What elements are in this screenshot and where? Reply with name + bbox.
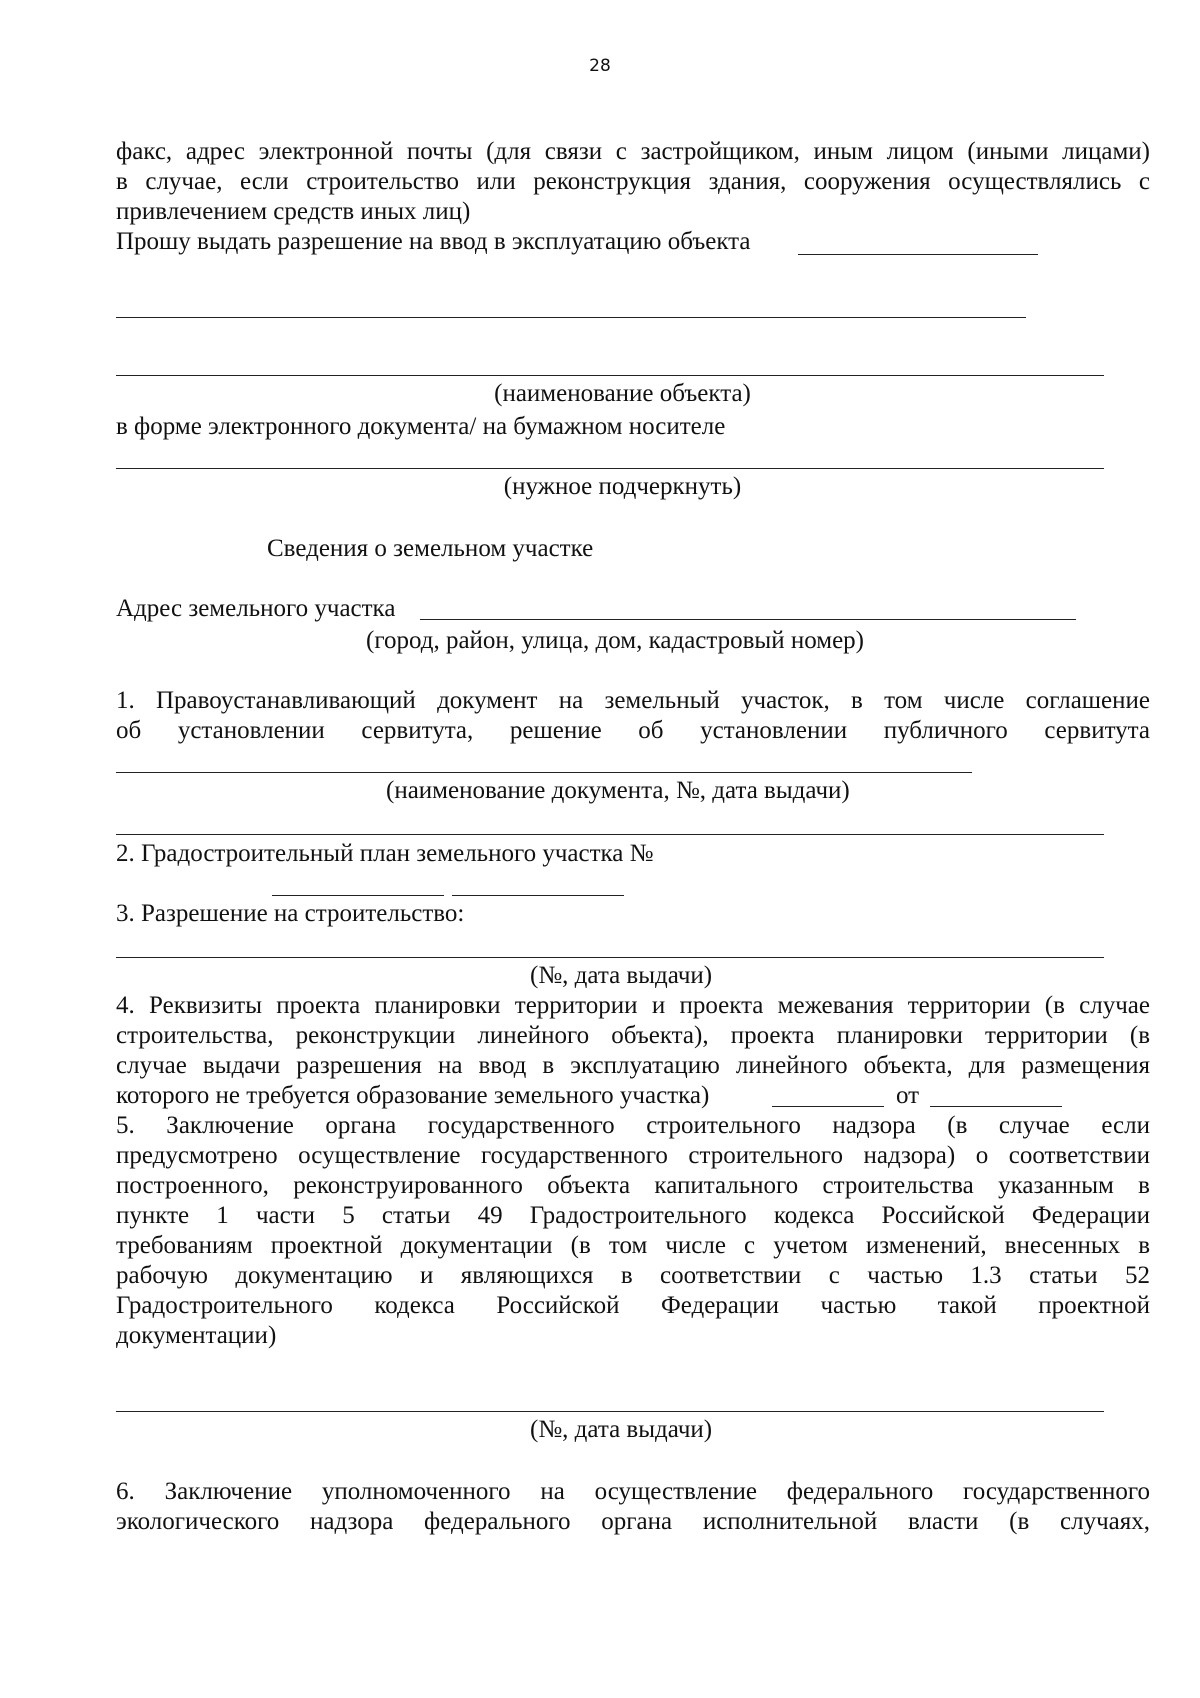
object-caption: (наименование объекта) [494, 380, 751, 407]
form-choice-line: в форме электронного документа/ на бумажном носителе [116, 413, 726, 440]
request-line: Прошу выдать разрешение на ввод в эксплуатацию объекта [116, 228, 751, 255]
item-5-line-7: Градостроительного кодекса Российской Федерации частью такой проектной [116, 1292, 1150, 1319]
item-5-line-1: 5. Заключение органа государственного строительного надзора (в случае если [116, 1112, 1150, 1139]
object-name-field-3[interactable] [116, 375, 1104, 376]
object-name-field[interactable] [798, 254, 1038, 255]
land-address-label: Адрес земельного участка [116, 595, 396, 622]
date-caption-2: (№, дата выдачи) [530, 1416, 713, 1443]
item-4-line-1: 4. Реквизиты проекта планировки территории и проекта межевания территории (в случае [116, 992, 1150, 1019]
land-address-field[interactable] [420, 619, 1076, 620]
item-4-line-2: строительства, реконструкции линейного объекта), проекта планировки территории (в [116, 1022, 1150, 1049]
intro-line-2: в случае, если строительство или реконструкция здания, сооружения осуществлялись с [116, 168, 1150, 195]
item-5-line-5: требованиям проектной документации (в том числе с учетом изменений, внесенных в [116, 1232, 1150, 1259]
land-section-heading: Сведения о земельном участке [267, 535, 594, 562]
page-number: 28 [589, 56, 611, 76]
underline-caption: (нужное подчеркнуть) [503, 473, 742, 500]
item-5-line-6: рабочую документацию и являющихся в соответствии с частью 1.3 статьи 52 [116, 1262, 1150, 1289]
conclusion-field[interactable] [116, 1411, 1104, 1412]
item-1-field-2[interactable] [116, 834, 1104, 835]
item-5-line-3: построенного, реконструированного объекта капитального строительства указанным в [116, 1172, 1150, 1199]
item-3-line: 3. Разрешение на строительство: [116, 900, 465, 927]
item-1-line-1: 1. Правоустанавливающий документ на земельный участок, в том числе соглашение [116, 687, 1150, 714]
document-caption: (наименование документа, №, дата выдачи) [386, 777, 850, 804]
permit-field[interactable] [116, 957, 1104, 958]
object-name-field-2[interactable] [116, 317, 1026, 318]
item-1-line-2: об установлении сервитута, решение об установлении публичного сервитута [116, 717, 1150, 744]
item-5-line-8: документации) [116, 1322, 277, 1349]
project-date-field[interactable] [930, 1106, 1062, 1107]
item-1-field[interactable] [116, 772, 972, 773]
date-caption-1: (№, дата выдачи) [530, 962, 713, 989]
item-4-line-3: случае выдачи разрешения на ввод в эксплуатацию линейного объекта, для размещения [116, 1052, 1150, 1079]
item-6-line-2: экологического надзора федерального органа исполнительной власти (в случаях, [116, 1508, 1150, 1535]
item-5-line-2: предусмотрено осуществление государственного строительного надзора) о соответствии [116, 1142, 1150, 1169]
item-4-line-4: которого не требуется образование земельного участка) [116, 1082, 710, 1109]
form-choice-field[interactable] [116, 468, 1104, 469]
item-4-from: от [896, 1082, 920, 1109]
item-2-line: 2. Градостроительный план земельного участка № [116, 840, 654, 867]
intro-line-1: факс, адрес электронной почты (для связи с застройщиком, иным лицом (иными лицами) [116, 138, 1150, 165]
intro-line-3: привлечением средств иных лиц) [116, 198, 471, 225]
item-5-line-4: пункте 1 части 5 статьи 49 Градостроительного кодекса Российской Федерации [116, 1202, 1150, 1229]
item-6-line-1: 6. Заключение уполномоченного на осуществление федерального государственного [116, 1478, 1150, 1505]
project-number-field[interactable] [772, 1106, 884, 1107]
plan-number-field[interactable] [272, 895, 444, 896]
address-caption: (город, район, улица, дом, кадастровый номер) [366, 627, 864, 654]
plan-date-field[interactable] [452, 895, 624, 896]
